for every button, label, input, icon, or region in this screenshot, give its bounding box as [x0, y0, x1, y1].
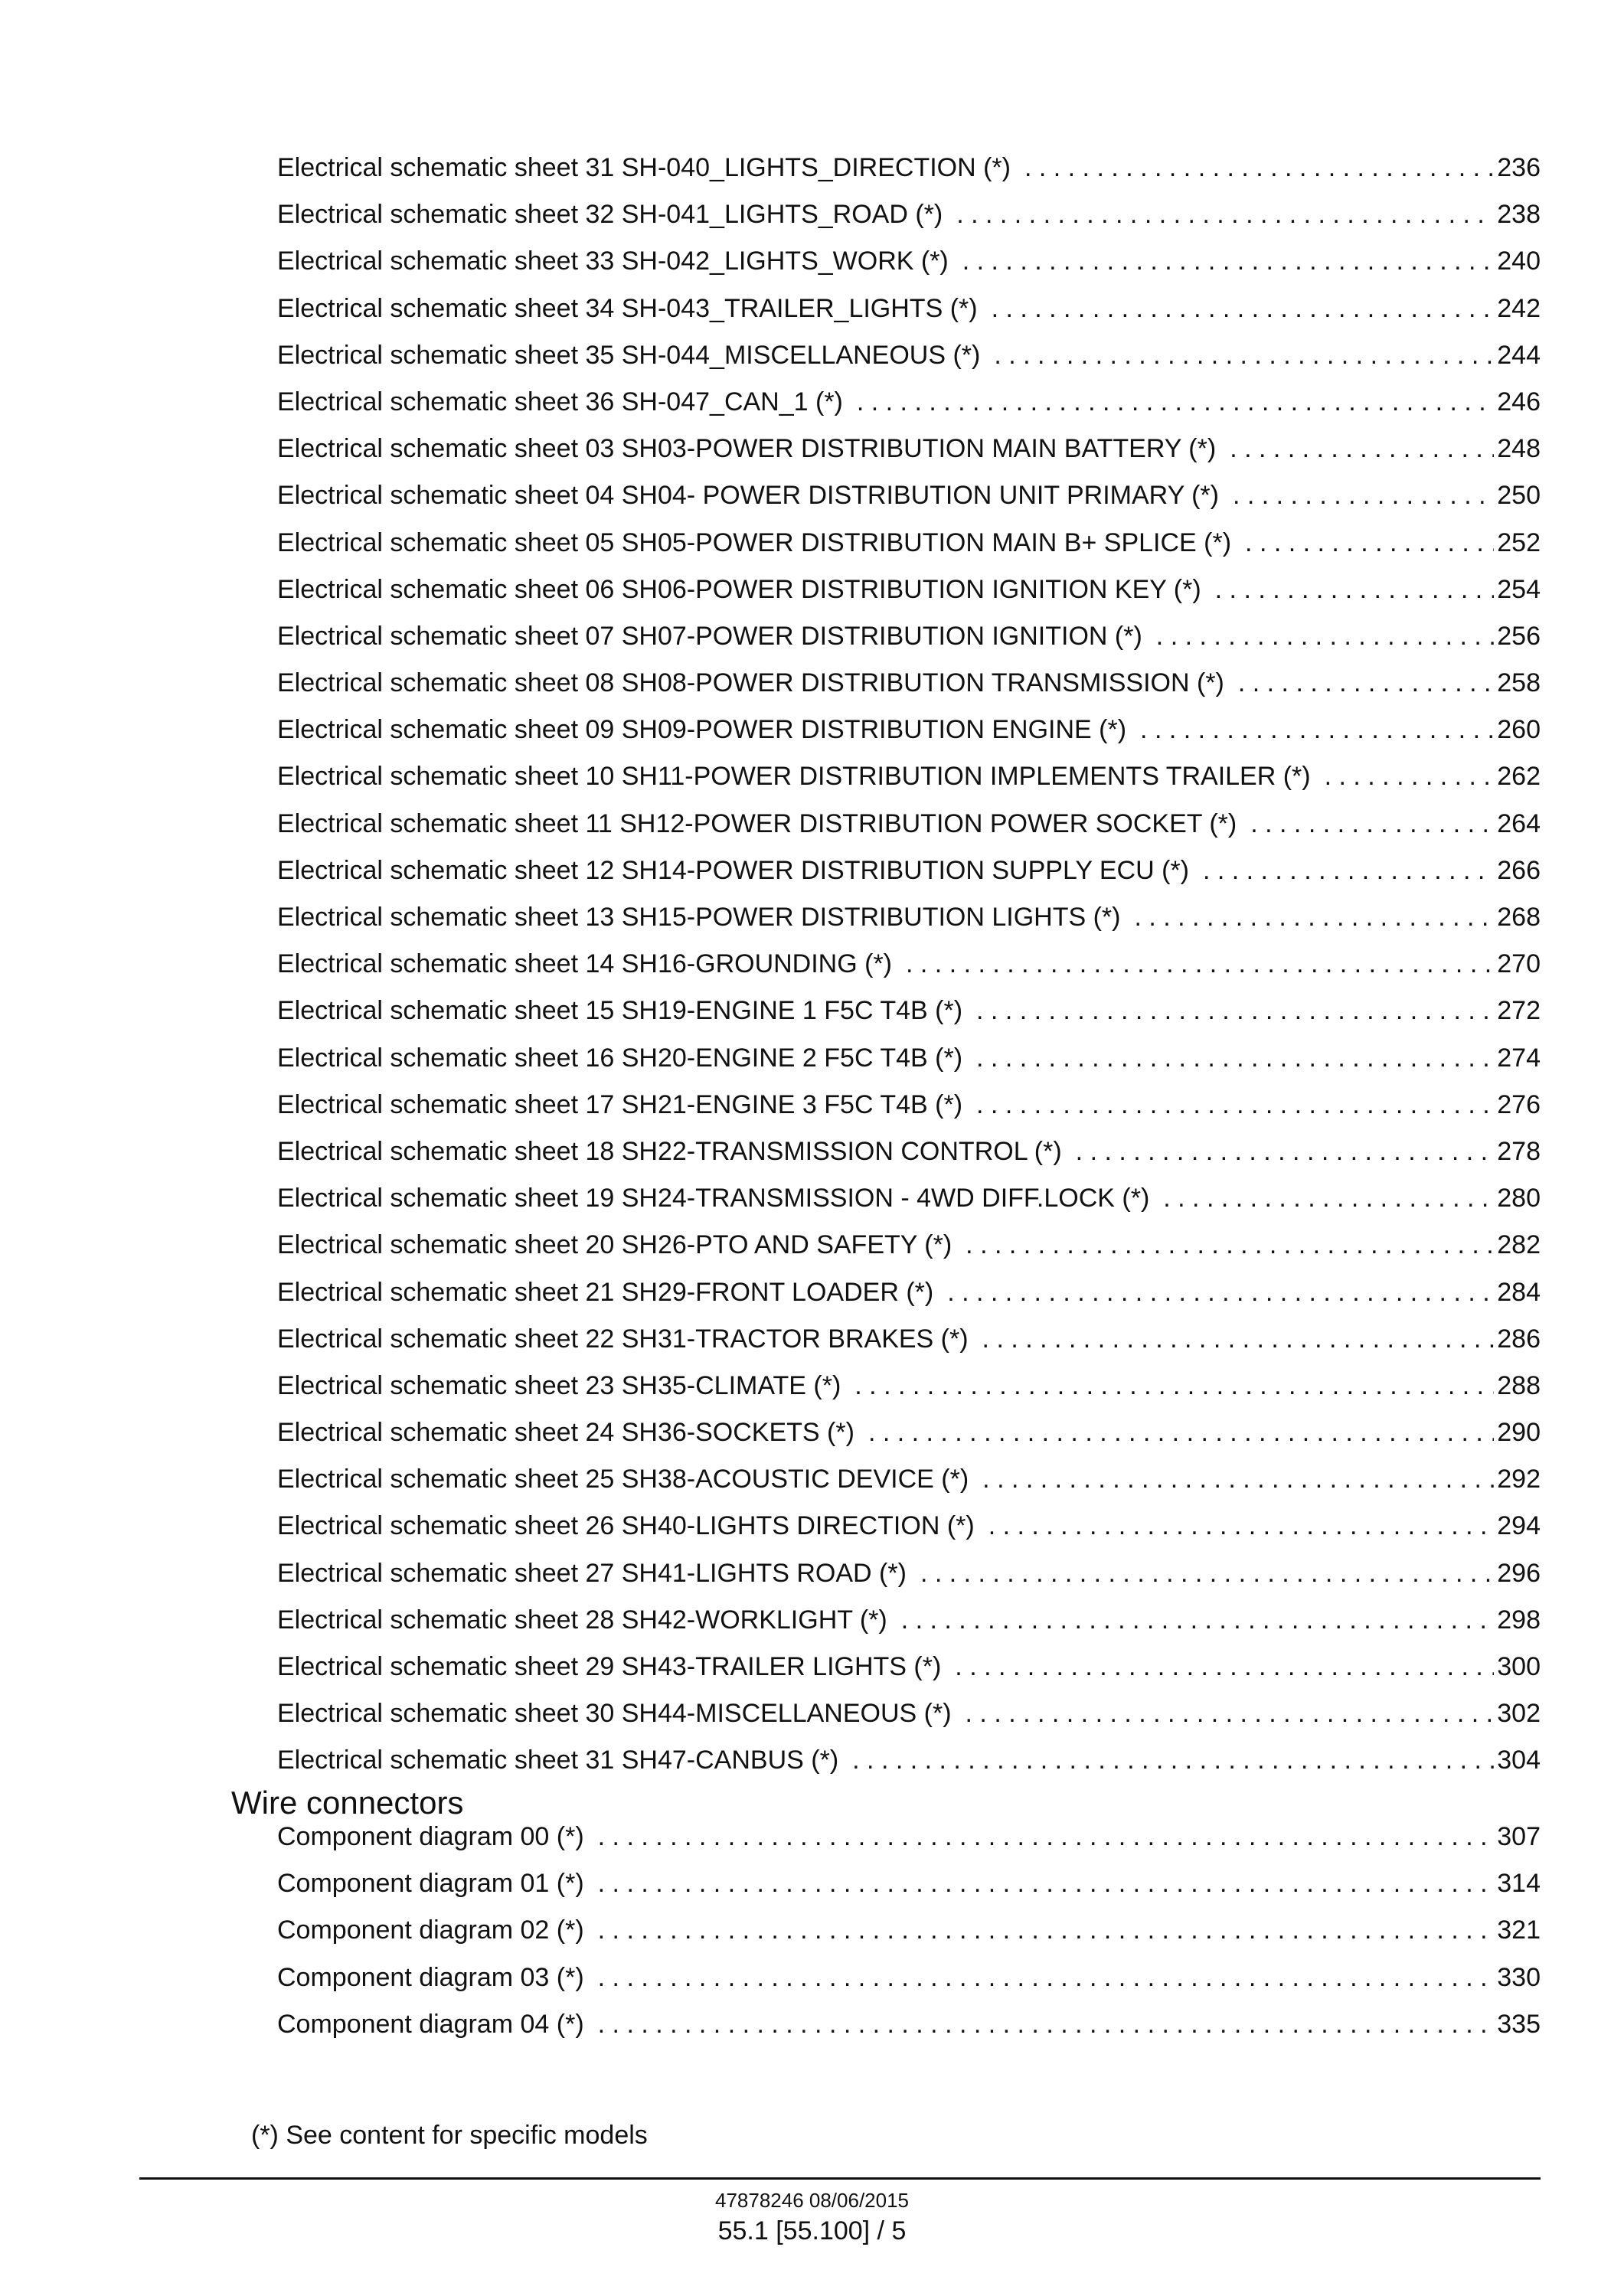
toc-entry-page-number: 321 — [1497, 1916, 1541, 1945]
toc-entry-page-number: 270 — [1497, 949, 1541, 979]
toc-entry[interactable] — [277, 667, 1541, 714]
toc-entry[interactable] — [277, 854, 1541, 901]
toc-entry[interactable] — [277, 1510, 1541, 1556]
dot-leader — [988, 1510, 1495, 1542]
toc-entry-page-number: 242 — [1497, 293, 1541, 323]
toc-entry-page-number: 272 — [1497, 996, 1541, 1026]
toc-entry-title: Electrical schematic sheet 04 SH04- POWER DISTRIBUTION UNIT PRIMARY (*) — [277, 481, 1219, 511]
dot-leader — [982, 1323, 1495, 1355]
toc-entry-title: Electrical schematic sheet 23 SH35-CLIMATE (*) — [277, 1370, 841, 1400]
toc-entry[interactable] — [277, 1961, 1541, 2008]
toc-entry-title: Electrical schematic sheet 31 SH-040_LIGHTS_DIRECTION (*) — [277, 153, 1011, 182]
toc-entry-title: Electrical schematic sheet 08 SH08-POWER DISTRIBUTION TRANSMISSION (*) — [277, 668, 1224, 698]
dot-leader — [1245, 527, 1494, 559]
toc-entry-title: Electrical schematic sheet 22 SH31-TRACTOR BRAKES (*) — [277, 1324, 969, 1354]
dot-leader — [854, 1370, 1494, 1402]
toc-entry-title: Electrical schematic sheet 32 SH-041_LIGHTS_ROAD (*) — [277, 200, 943, 230]
toc-entry[interactable] — [277, 1914, 1541, 1961]
toc-entry-title: Electrical schematic sheet 09 SH09-POWER DISTRIBUTION ENGINE (*) — [277, 715, 1127, 745]
toc-entry-page-number: 280 — [1497, 1184, 1541, 1213]
toc-entry-page-number: 330 — [1497, 1962, 1541, 1992]
toc-entry-page-number: 260 — [1497, 715, 1541, 745]
dot-leader — [852, 1744, 1494, 1776]
toc-entry-page-number: 236 — [1497, 153, 1541, 182]
toc-entry-title: Component diagram 00 (*) — [277, 1822, 584, 1851]
toc-entry[interactable] — [277, 292, 1541, 339]
toc-entry[interactable] — [277, 1042, 1541, 1089]
dot-leader — [598, 1821, 1495, 1853]
toc-entry-page-number: 238 — [1497, 200, 1541, 230]
toc-entry-page-number: 240 — [1497, 247, 1541, 276]
toc-entry[interactable] — [277, 948, 1541, 994]
toc-entry-title: Electrical schematic sheet 05 SH05-POWER DISTRIBUTION MAIN B+ SPLICE (*) — [277, 527, 1232, 557]
toc-entry[interactable] — [277, 620, 1541, 667]
toc-entry-title: Electrical schematic sheet 11 SH12-POWER DISTRIBUTION POWER SOCKET (*) — [277, 808, 1237, 838]
toc-entry[interactable] — [277, 1370, 1541, 1416]
dot-leader — [976, 1089, 1494, 1121]
dot-leader — [901, 1604, 1495, 1636]
dot-leader — [598, 2008, 1495, 2040]
dot-leader — [598, 1867, 1495, 1899]
toc-entry[interactable] — [277, 198, 1541, 245]
toc-entry[interactable] — [277, 1744, 1541, 1791]
dot-leader — [1230, 433, 1494, 465]
dot-leader — [1076, 1135, 1495, 1168]
footnote: (*) See content for specific models — [251, 2121, 648, 2150]
toc-entry-page-number: 288 — [1497, 1370, 1541, 1400]
toc-entry-title: Electrical schematic sheet 35 SH-044_MISCELLANEOUS (*) — [277, 340, 981, 370]
toc-entry-page-number: 307 — [1497, 1822, 1541, 1851]
toc-entry-title: Electrical schematic sheet 17 SH21-ENGINE 3 F5C T4B (*) — [277, 1089, 963, 1119]
toc-entry-title: Electrical schematic sheet 25 SH38-ACOUSTIC DEVICE (*) — [277, 1465, 969, 1494]
toc-entry[interactable] — [277, 433, 1541, 479]
toc-entry[interactable] — [277, 1416, 1541, 1463]
toc-entry[interactable] — [277, 1651, 1541, 1697]
toc-entry-title: Electrical schematic sheet 26 SH40-LIGHTS DIRECTION (*) — [277, 1511, 975, 1541]
footer-document-id: 47878246 08/06/2015 — [714, 2189, 910, 2212]
toc-entry-page-number: 274 — [1497, 1043, 1541, 1073]
toc-entry[interactable] — [277, 1182, 1541, 1229]
toc-entry-title: Electrical schematic sheet 06 SH06-POWER DISTRIBUTION IGNITION KEY (*) — [277, 574, 1201, 604]
toc-entry-title: Electrical schematic sheet 14 SH16-GROUNDING (*) — [277, 949, 893, 979]
toc-entry-title: Electrical schematic sheet 30 SH44-MISCELLANEOUS (*) — [277, 1699, 952, 1729]
toc-entry-page-number: 266 — [1497, 855, 1541, 885]
toc-entry-title: Electrical schematic sheet 20 SH26-PTO AND SAFETY (*) — [277, 1230, 953, 1260]
toc-entry-page-number: 278 — [1497, 1136, 1541, 1166]
toc-entry-title: Electrical schematic sheet 27 SH41-LIGHTS ROAD (*) — [277, 1558, 907, 1588]
toc-entry-page-number: 248 — [1497, 434, 1541, 464]
dot-leader — [976, 994, 1494, 1027]
toc-entry-title: Electrical schematic sheet 03 SH03-POWER DISTRIBUTION MAIN BATTERY (*) — [277, 434, 1217, 464]
dot-leader — [1250, 808, 1494, 840]
dot-leader — [955, 1651, 1494, 1683]
toc-entry[interactable] — [277, 2008, 1541, 2055]
dot-leader — [1024, 152, 1494, 184]
toc-entry[interactable] — [277, 386, 1541, 433]
toc-entry-title: Electrical schematic sheet 21 SH29-FRONT LOADER (*) — [277, 1277, 934, 1307]
toc-entry[interactable] — [277, 479, 1541, 526]
toc-list — [277, 152, 1541, 1791]
toc-entry[interactable] — [277, 339, 1541, 386]
toc-entry[interactable] — [277, 808, 1541, 854]
dot-leader — [1140, 714, 1494, 746]
dot-leader — [992, 292, 1495, 325]
toc-entry-title: Electrical schematic sheet 33 SH-042_LIGHTS_WORK (*) — [277, 247, 949, 276]
toc-entry-page-number: 258 — [1497, 668, 1541, 698]
toc-list-wire-connectors — [277, 1821, 1541, 2055]
dot-leader — [1134, 901, 1494, 933]
toc-entry[interactable] — [277, 1463, 1541, 1510]
dot-leader — [906, 948, 1494, 980]
toc-entry-title: Component diagram 02 (*) — [277, 1916, 584, 1945]
toc-entry-page-number: 304 — [1497, 1746, 1541, 1775]
toc-entry-title: Electrical schematic sheet 16 SH20-ENGINE 2 F5C T4B (*) — [277, 1043, 963, 1073]
toc-entry[interactable] — [277, 1867, 1541, 1914]
toc-entry[interactable] — [277, 1323, 1541, 1370]
toc-entry-page-number: 290 — [1497, 1418, 1541, 1448]
dot-leader — [920, 1557, 1494, 1589]
dot-leader — [982, 1463, 1494, 1495]
toc-entry[interactable] — [277, 245, 1541, 292]
toc-entry-page-number: 252 — [1497, 527, 1541, 557]
toc-entry-title: Component diagram 04 (*) — [277, 2009, 584, 2039]
toc-entry[interactable] — [277, 1604, 1541, 1651]
toc-entry-title: Electrical schematic sheet 15 SH19-ENGINE 1 F5C T4B (*) — [277, 996, 963, 1026]
toc-entry-page-number: 294 — [1497, 1511, 1541, 1541]
dot-leader — [857, 386, 1494, 418]
toc-entry[interactable] — [277, 1135, 1541, 1182]
toc-entry[interactable] — [277, 1697, 1541, 1744]
dot-leader — [1203, 854, 1494, 887]
toc-entry-page-number: 302 — [1497, 1699, 1541, 1729]
toc-entry[interactable] — [277, 1229, 1541, 1275]
toc-entry-title: Electrical schematic sheet 12 SH14-POWER DISTRIBUTION SUPPLY ECU (*) — [277, 855, 1189, 885]
toc-entry-page-number: 250 — [1497, 481, 1541, 511]
toc-entry-title: Electrical schematic sheet 24 SH36-SOCKETS (*) — [277, 1418, 854, 1448]
toc-entry-page-number: 298 — [1497, 1605, 1541, 1635]
dot-leader — [976, 1042, 1494, 1074]
dot-leader — [947, 1276, 1494, 1308]
dot-leader — [1238, 667, 1494, 699]
toc-entry-title: Electrical schematic sheet 31 SH47-CANBUS (*) — [277, 1746, 839, 1775]
toc-entry[interactable] — [277, 714, 1541, 760]
toc-entry-page-number: 262 — [1497, 762, 1541, 792]
toc-entry[interactable] — [277, 527, 1541, 573]
toc-entry[interactable] — [277, 1089, 1541, 1135]
toc-entry-title: Electrical schematic sheet 36 SH-047_CAN_1 (*) — [277, 387, 843, 416]
dot-leader — [868, 1416, 1494, 1448]
section-heading-wire-connectors: Wire connectors — [231, 1785, 464, 1821]
toc-entry[interactable] — [277, 1821, 1541, 1867]
toc-entry-page-number: 335 — [1497, 2009, 1541, 2039]
toc-entry-page-number: 286 — [1497, 1324, 1541, 1354]
dot-leader — [1156, 620, 1494, 652]
toc-entry-page-number: 296 — [1497, 1558, 1541, 1588]
toc-entry-title: Electrical schematic sheet 34 SH-043_TRAILER_LIGHTS (*) — [277, 293, 978, 323]
toc-entry-page-number: 244 — [1497, 340, 1541, 370]
toc-entry-page-number: 300 — [1497, 1652, 1541, 1681]
toc-entry-page-number: 256 — [1497, 621, 1541, 651]
toc-entry-page-number: 276 — [1497, 1089, 1541, 1119]
dot-leader — [1325, 760, 1495, 792]
toc-entry[interactable] — [277, 1557, 1541, 1604]
toc-entry-title: Electrical schematic sheet 10 SH11-POWER DISTRIBUTION IMPLEMENTS TRAILER (*) — [277, 762, 1311, 792]
toc-entry-page-number: 264 — [1497, 808, 1541, 838]
toc-entry-page-number: 282 — [1497, 1230, 1541, 1260]
dot-leader — [962, 245, 1495, 277]
toc-entry[interactable] — [277, 901, 1541, 948]
dot-leader — [966, 1697, 1495, 1729]
toc-entry[interactable] — [277, 994, 1541, 1041]
toc-entry-title: Electrical schematic sheet 13 SH15-POWER DISTRIBUTION LIGHTS (*) — [277, 903, 1121, 932]
dot-leader — [598, 1961, 1495, 1994]
toc-entry-title: Electrical schematic sheet 07 SH07-POWER DISTRIBUTION IGNITION (*) — [277, 621, 1142, 651]
toc-entry-page-number: 246 — [1497, 387, 1541, 416]
toc-entry-page-number: 284 — [1497, 1277, 1541, 1307]
toc-entry[interactable] — [277, 760, 1541, 807]
dot-leader — [1233, 479, 1494, 511]
toc-entry-title: Component diagram 03 (*) — [277, 1962, 584, 1992]
toc-entry-page-number: 254 — [1497, 574, 1541, 604]
toc-entry-title: Electrical schematic sheet 19 SH24-TRANSMISSION - 4WD DIFF.LOCK (*) — [277, 1184, 1150, 1213]
toc-entry[interactable] — [277, 573, 1541, 620]
toc-entry-page-number: 314 — [1497, 1869, 1541, 1899]
dot-leader — [1163, 1182, 1494, 1214]
dot-leader — [598, 1914, 1495, 1946]
footer-page-reference: 55.1 [55.100] / 5 — [717, 2216, 907, 2245]
footer-divider — [139, 2177, 1541, 2180]
toc-entry-page-number: 292 — [1497, 1465, 1541, 1494]
toc-entry-page-number: 268 — [1497, 903, 1541, 932]
toc-entry-title: Electrical schematic sheet 28 SH42-WORKLIGHT (*) — [277, 1605, 887, 1635]
toc-entry[interactable] — [277, 1276, 1541, 1323]
toc-entry[interactable] — [277, 152, 1541, 198]
dot-leader — [956, 198, 1494, 230]
toc-entry-title: Electrical schematic sheet 18 SH22-TRANSMISSION CONTROL (*) — [277, 1136, 1062, 1166]
toc-entry-title: Electrical schematic sheet 29 SH43-TRAILER LIGHTS (*) — [277, 1652, 942, 1681]
toc-entry-title: Component diagram 01 (*) — [277, 1869, 584, 1899]
dot-leader — [966, 1229, 1494, 1261]
dot-leader — [1215, 573, 1495, 606]
dot-leader — [994, 339, 1494, 371]
